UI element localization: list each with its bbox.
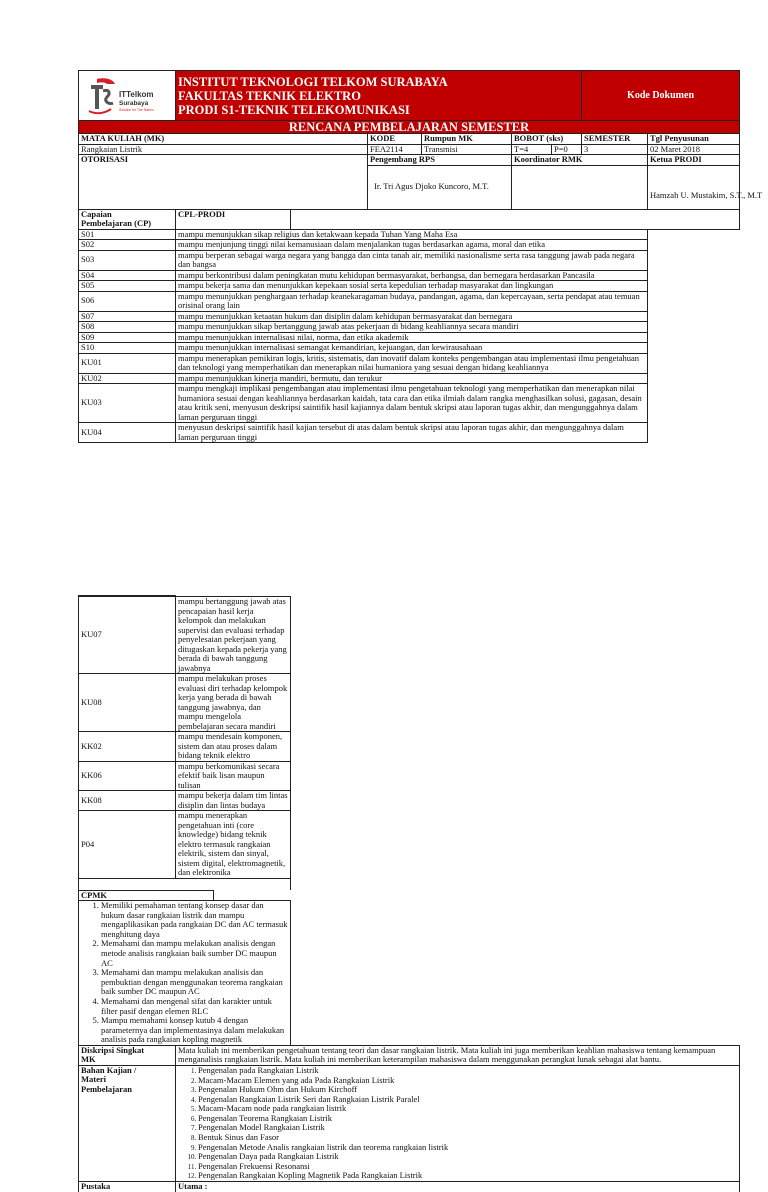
- list-item: 9. Pengenalan Metode Analis rangkaian listrik dan teorema rangkaian listrik: [198, 1143, 737, 1153]
- document-code-label: Kode Dokumen: [582, 71, 740, 121]
- cpl-text: mampu mengkaji implikasi pengembangan atau implementasi ilmu pengetahuan teknologi yang memperhatikan dan menerapkan nilai humaniora sesuai dengan keahliannya berdasarkan kaidah, tata cara dan etika ilmiah dalam rangka menghasilkan solusi, gagasan, desain atau kritik seni, menyusun deskripsi saintifik hasil kajiannya dalam bentuk skripsi atau laporan tugas akhir, dan mengunggahnya dalam laman perguruan tinggi: [176, 384, 648, 423]
- list-item: 2. Macam-Macam Elemen yang ada Pada Rangkaian Listrik: [198, 1076, 737, 1086]
- cpl-row: [79, 791, 740, 811]
- cpl-row: [79, 240, 740, 251]
- developer-name: Ir. Tri Agus Djoko Kuncoro, M.T.: [368, 165, 512, 209]
- cpl-code: S04: [79, 270, 176, 281]
- faculty-name: FAKULTAS TEKNIK ELEKTRO: [178, 88, 361, 103]
- rps-page-1: [78, 70, 763, 443]
- list-item: 2. Memahami dan mampu melakukan analisis dengan metode analisis rangkaian baik sumber DC maupun AC: [101, 939, 288, 968]
- cpl-text: mampu berperan sebagai warga negara yang bangga dan cinta tanah air, memiliki nasionalisme serta rasa tanggung jawab pada negara dan bangsa: [176, 250, 648, 270]
- cpl-code: KU03: [79, 384, 176, 423]
- date-value: 02 Maret 2018: [648, 144, 740, 155]
- cpl-text: mampu bekerja dalam tim lintas disiplin dan lintas budaya: [176, 791, 291, 811]
- institution-block: [176, 71, 582, 121]
- cpmk-heading: CPMK: [79, 890, 214, 901]
- cpl-text: menyusun deskripsi saintifik hasil kajian tersebut di atas dalam bentuk skripsi atau laporan tugas akhir, dan mengunggahnya dalam laman perguruan tinggi: [176, 423, 648, 443]
- cpl-row: [79, 270, 740, 281]
- course-cluster: Transmisi: [422, 144, 512, 155]
- list-item: 8. Bentuk Sinus dan Fasor: [198, 1133, 737, 1143]
- cpl-code: S07: [79, 311, 176, 322]
- cpl-row: [79, 732, 740, 762]
- course-code: FEA2114: [368, 144, 422, 155]
- list-item: 10. Pengenalan Daya pada Rangkaian Listrik: [198, 1152, 737, 1162]
- logo-city: Surabaya: [119, 99, 149, 107]
- list-item: 1. Pengenalan pada Rangkaian Listrik: [198, 1066, 737, 1076]
- references-label: Pustaka: [79, 1182, 176, 1192]
- logo: [79, 71, 176, 121]
- materials-label: Bahan Kajian / Materi Pembelajaran: [79, 1065, 176, 1181]
- course-name-header: MATA KULIAH (MK): [79, 134, 368, 145]
- cpl-code: S09: [79, 332, 176, 343]
- cp-label: Capaian Pembelajaran (CP): [79, 209, 176, 229]
- cpl-row: [79, 343, 740, 354]
- head-name: Hamzah U. Mustakim, S.T., M.T: [648, 165, 740, 209]
- cpl-row: [79, 811, 740, 879]
- cpl-code: KU02: [79, 373, 176, 384]
- cpl-row: [79, 597, 740, 674]
- developer-header: Pengembang RPS: [368, 155, 512, 166]
- cpl-row: [79, 353, 740, 373]
- cpl-text: mampu menunjukkan internalisasi semangat kemandirian, kejuangan, dan kewirausahaan: [176, 343, 648, 354]
- list-item: 5. Macam-Macam node pada rangkaian listrik: [198, 1104, 737, 1114]
- cpl-code: KU07: [79, 597, 176, 674]
- cpl-text: mampu melakukan proses evaluasi diri terhadap kelompok kerja yang berada di bawah tanggung jawabnya, dan mampu mengelola pembelajaran secara mandiri: [176, 674, 291, 732]
- cpl-code: KU08: [79, 674, 176, 732]
- cpl-code: P04: [79, 811, 176, 879]
- date-header: Tgl Penyusunan: [648, 134, 740, 145]
- course-code-header: KODE: [368, 134, 422, 145]
- rps-page-2: [78, 595, 740, 1192]
- list-item: 3. Memahami dan mampu melakukan analisis dan pembuktian dengan menggunakan teorema rangkaian baik sumber DC maupun AC: [101, 968, 288, 997]
- semester-value: 3: [582, 144, 648, 155]
- cpl-code: S08: [79, 322, 176, 333]
- references-main-label: Utama :: [176, 1182, 740, 1192]
- list-item: 7. Pengenalan Model Rangkaian Listrik: [198, 1123, 737, 1133]
- document-title: RENCANA PEMBELAJARAN SEMESTER: [79, 121, 740, 134]
- institution-name: INSTITUT TEKNOLOGI TELKOM SURABAYA: [178, 74, 448, 89]
- list-item: 1. Memiliki pemahaman tentang konsep dasar dan hukum dasar rangkaian listrik dan mampu mengaplikasikan pada rangkaian DC dan AC termasuk menghitung daya: [101, 901, 288, 939]
- materials-list: [178, 1066, 737, 1181]
- description-text: Mata kuliah ini memberikan pengetahuan tentang teori dan dasar rangkaian listrik. Mata kuliah ini juga memberikan keahlian mahasiswa tentang kemampuan menganalisis rangkaian listrik. Mata kuliah ini memberikan keterampilan mahasiswa dalam menggunakan perangkat lunak sebagai alat bantu.: [176, 1045, 740, 1065]
- cpl-text: mampu bertanggung jawab atas pencapaian hasil kerja kelompok dan melakukan supervisi dan evaluasi terhadap penyelesaian pekerjaan yang ditugaskan kepada pekerja yang berada di bawah tanggung jawabnya: [176, 597, 291, 674]
- coordinator-name: [512, 165, 648, 209]
- cpl-code: KK02: [79, 732, 176, 762]
- cpl-code: KU04: [79, 423, 176, 443]
- cpl-row: [79, 281, 740, 292]
- cpl-code: S06: [79, 291, 176, 311]
- head-header: Ketua PRODI: [648, 155, 740, 166]
- description-label: Diskripsi Singkat MK: [79, 1045, 176, 1065]
- cpl-code: S01: [79, 229, 176, 240]
- list-item: 3. Pengenalan Hukum Ohm dan Hukum Kirchoff: [198, 1085, 737, 1095]
- weight-theory: T=4: [512, 144, 552, 155]
- cpl-row: [79, 373, 740, 384]
- ittelkom-logo-icon: [83, 75, 171, 117]
- cpl-row: [79, 322, 740, 333]
- program-name: PRODI S1-TEKNIK TELEKOMUNIKASI: [178, 102, 410, 117]
- cpl-text: mampu bekerja sama dan menunjukkan kepekaan sosial serta kepedulian terhadap masyarakat dan lingkungan: [176, 281, 648, 292]
- cpl-code: KK08: [79, 791, 176, 811]
- weight-header: BOBOT (sks): [512, 134, 582, 145]
- cpl-row: [79, 311, 740, 322]
- cpl-code: S02: [79, 240, 176, 251]
- cpl-text: mampu menerapkan pemikiran logis, kritis, sistematis, dan inovatif dalam konteks pengembangan atau implementasi ilmu pengetahuan dan teknologi yang memperhatikan dan menerapkan nilai humaniora yang sesuai dengan bidang keahliannya: [176, 353, 648, 373]
- logo-name: ITTelkom: [119, 89, 154, 99]
- cpl-text: mampu menunjukkan internalisasi nilai, norma, dan etika akademik: [176, 332, 648, 343]
- list-item: 5. Mampu memahami konsep kutub 4 dengan parameternya dan implementasinya dalam melakukan analisis pada rangkaian kopling magnetik: [101, 1016, 288, 1045]
- cpl-text: mampu menunjukkan ketaatan hukum dan disiplin dalam kehidupan bermasyarakat dan bernegara: [176, 311, 648, 322]
- cpmk-list: [81, 901, 288, 1045]
- cpl-text: mampu menunjukkan penghargaan terhadap keanekaragaman budaya, pandangan, agama, dan kepercayaan, serta pendapat atau temuan orisinal orang lain: [176, 291, 648, 311]
- cpl-text: mampu berkomunikasi secara efektif baik lisan maupun tulisan: [176, 761, 291, 791]
- cpl-text: mampu menunjukkan sikap religius dan ketakwaan kepada Tuhan Yang Maha Esa: [176, 229, 648, 240]
- cpl-row: [79, 229, 740, 240]
- cpl-code: KU01: [79, 353, 176, 373]
- cpl-row: [79, 423, 740, 443]
- cpl-text: mampu menunjukkan kinerja mandiri, bermutu, dan terukur: [176, 373, 648, 384]
- weight-practice: P=0: [552, 144, 582, 155]
- semester-header: SEMESTER: [582, 134, 648, 145]
- list-item: 11. Pengenalan Frekuensi Resonansi: [198, 1162, 737, 1172]
- cpl-row: [79, 761, 740, 791]
- cpl-code: S10: [79, 343, 176, 354]
- cpl-text: mampu menjunjung tinggi nilai kemanusiaan dalam menjalankan tugas berdasarkan agama, moral dan etika: [176, 240, 648, 251]
- list-item: 4. Pengenalan Rangkaian Listrik Seri dan Rangkaian Listrik Paralel: [198, 1095, 737, 1105]
- cpl-heading: CPL-PRODI: [176, 209, 291, 229]
- cpl-row: [79, 332, 740, 343]
- list-item: 6. Pengenalan Teorema Rangkaian Listrik: [198, 1114, 737, 1124]
- cpl-text: mampu menunjukkan sikap bertanggung jawab atas pekerjaan di bidang keahliannya secara mandiri: [176, 322, 648, 333]
- cpl-code: S03: [79, 250, 176, 270]
- materials-list-cell: [176, 1065, 740, 1181]
- list-item: 12. Pengenalan Rangkaian Kopling Magnetik Pada Rangkaian Listrik: [198, 1171, 737, 1181]
- logo-tagline: Solution for The Nation: [119, 107, 154, 112]
- cpl-row: [79, 250, 740, 270]
- cluster-header: Rumpun MK: [422, 134, 512, 145]
- cpl-row: [79, 291, 740, 311]
- list-item: 4. Memahami dan mengenal sifat dan karakter untuk filter pasif dengan elemen RLC: [101, 997, 288, 1016]
- authorization-label: OTORISASI: [79, 155, 368, 210]
- course-name: Rangkaian Listrik: [79, 144, 368, 155]
- cpl-row: [79, 674, 740, 732]
- cpl-text: mampu mendesain komponen, sistem dan atau proses dalam bidang teknik elektro: [176, 732, 291, 762]
- cpl-row: [79, 384, 740, 423]
- cpl-text: mampu berkontribusi dalam peningkatan mutu kehidupan bermasyarakat, berbangsa, dan bernegara berdasarkan Pancasila: [176, 270, 648, 281]
- cpl-code: KK06: [79, 761, 176, 791]
- coordinator-header: Koordinator RMK: [512, 155, 648, 166]
- cpl-code: S05: [79, 281, 176, 292]
- cpl-text: mampu menerapkan pengetahuan inti (core knowledge) bidang teknik elektro termasuk rangkaian elektrik, sistem dan sinyal, sistem digital, elektromagnetik, dan elektronika: [176, 811, 291, 879]
